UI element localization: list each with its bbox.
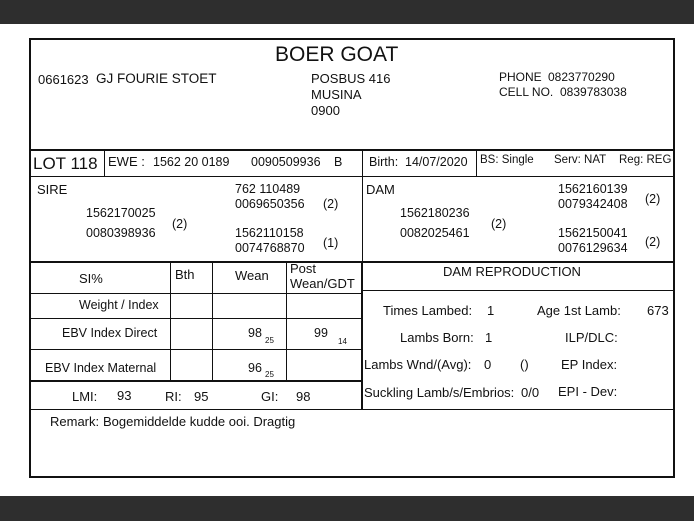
address-line-1: POSBUS 416 [311, 71, 391, 86]
ewe-label: EWE : [108, 154, 145, 169]
sire-sire-id: 762 110489 [235, 182, 301, 196]
ewe-registration: 0090509936 [251, 155, 321, 169]
divider-lot-top [29, 149, 675, 151]
address-line-2: MUSINA [311, 87, 362, 102]
row-ebv-maternal: EBV Index Maternal [45, 361, 157, 375]
remark-label: Remark: [50, 414, 100, 429]
divider-si-repro [361, 261, 363, 410]
divider-lot-2 [362, 149, 363, 177]
lambs-weaned-average: () [520, 357, 529, 372]
card-border [29, 38, 675, 478]
lambs-weaned-value: 0 [484, 357, 492, 372]
serv-value: Serv: NAT [554, 154, 607, 166]
dam-reproduction-title: DAM REPRODUCTION [443, 264, 581, 279]
sire-dam-id: 1562110158 [235, 226, 304, 240]
row-ebv-direct: EBV Index Direct [62, 326, 158, 340]
sire-label: SIRE [37, 182, 68, 197]
ri-label: RI: [165, 389, 182, 404]
dam-sire-id: 1562160139 [558, 182, 628, 196]
divider-si-row2 [29, 349, 362, 350]
ebv-direct-wean: 98 [248, 326, 262, 340]
ewe-id: 1562 20 0189 [153, 155, 230, 169]
cell-label: CELL NO. [499, 85, 554, 99]
gi-value: 98 [296, 389, 311, 404]
divider-si-header [29, 293, 362, 294]
dam-id: 1562180236 [400, 206, 470, 220]
bth-header: Bth [175, 267, 195, 282]
lot-number: LOT 118 [33, 154, 98, 173]
divider-lot-bottom [29, 176, 675, 177]
post-header-line1: Post [290, 261, 317, 276]
phone-number: 0823770290 [548, 70, 615, 84]
divider-sire-dam [362, 176, 363, 263]
ebv-direct-post: 99 [314, 326, 328, 340]
sire-dam-registration: 0074768870 [235, 241, 305, 255]
divider-repro-title [362, 290, 675, 291]
sire-registration: 0080398936 [86, 226, 156, 240]
lmi-value: 93 [117, 388, 132, 403]
divider-si-col1 [170, 261, 171, 381]
age-first-lamb-label: Age 1st Lamb: [537, 303, 621, 318]
epi-dev-label: EPI - Dev: [558, 384, 618, 399]
phone-label: PHONE [499, 70, 542, 84]
lmi-label: LMI: [72, 389, 98, 404]
breeder-id: 0661623 [38, 72, 89, 87]
dam-sire-registration: 0079342408 [558, 197, 628, 211]
ebv-maternal-wean: 96 [248, 361, 262, 375]
ebv-direct-post-accuracy: 14 [338, 337, 347, 346]
dam-label: DAM [366, 182, 395, 197]
post-header-line2: Wean/GDT [290, 276, 355, 291]
ewe-class: B [334, 155, 343, 169]
bs-value: BS: Single [480, 154, 534, 166]
ep-index-label: EP Index: [561, 357, 618, 372]
ri-value: 95 [194, 389, 209, 404]
ebv-direct-wean-accuracy: 25 [265, 336, 274, 345]
dam-mark: (2) [491, 217, 507, 231]
dam-sire-mark: (2) [645, 192, 661, 206]
reg-value: Reg: REG [619, 154, 672, 166]
si-header: SI% [79, 271, 103, 286]
sire-dam-mark: (1) [323, 236, 339, 250]
ilp-dlc-label: ILP/DLC: [565, 330, 618, 345]
cell-number: 0839783038 [560, 85, 627, 99]
sire-mark: (2) [172, 217, 188, 231]
wean-header: Wean [235, 268, 269, 283]
divider-si-col2 [212, 261, 213, 381]
breeder-name: GJ FOURIE STOET [96, 71, 217, 86]
birth-label: Birth: [369, 155, 399, 169]
divider-si-top [29, 261, 675, 263]
divider-si-col3 [286, 261, 287, 381]
gi-label: GI: [261, 389, 279, 404]
lambs-born-value: 1 [485, 330, 493, 345]
divider-lot-3 [476, 149, 477, 177]
divider-si-row3 [29, 380, 362, 382]
sire-sire-mark: (2) [323, 197, 339, 211]
birth-date: 14/07/2020 [405, 155, 468, 169]
ebv-maternal-wean-accuracy: 25 [265, 370, 274, 379]
suckling-embrios-value: 0/0 [521, 385, 540, 400]
suckling-embrios-label: Suckling Lamb/s/Embrios: [364, 385, 515, 400]
dam-dam-id: 1562150041 [558, 226, 628, 240]
page-title: BOER GOAT [275, 43, 399, 66]
sire-id: 1562170025 [86, 206, 156, 220]
address-line-3: 0900 [311, 103, 340, 118]
lambs-weaned-label: Lambs Wnd/(Avg): [364, 357, 472, 372]
times-lambed-label: Times Lambed: [383, 303, 473, 318]
times-lambed-value: 1 [487, 303, 495, 318]
divider-lot-1 [104, 149, 105, 177]
age-first-lamb-value: 673 [647, 303, 669, 318]
row-weight-index: Weight / Index [79, 298, 159, 312]
dam-dam-mark: (2) [645, 235, 661, 249]
lambs-born-label: Lambs Born: [400, 330, 474, 345]
dam-registration: 0082025461 [400, 226, 470, 240]
divider-remark-top [29, 409, 675, 410]
divider-si-row1 [29, 318, 362, 319]
sire-sire-registration: 0069650356 [235, 197, 305, 211]
dam-dam-registration: 0076129634 [558, 241, 628, 255]
remark-text: Bogemiddelde kudde ooi. Dragtig [103, 414, 296, 429]
